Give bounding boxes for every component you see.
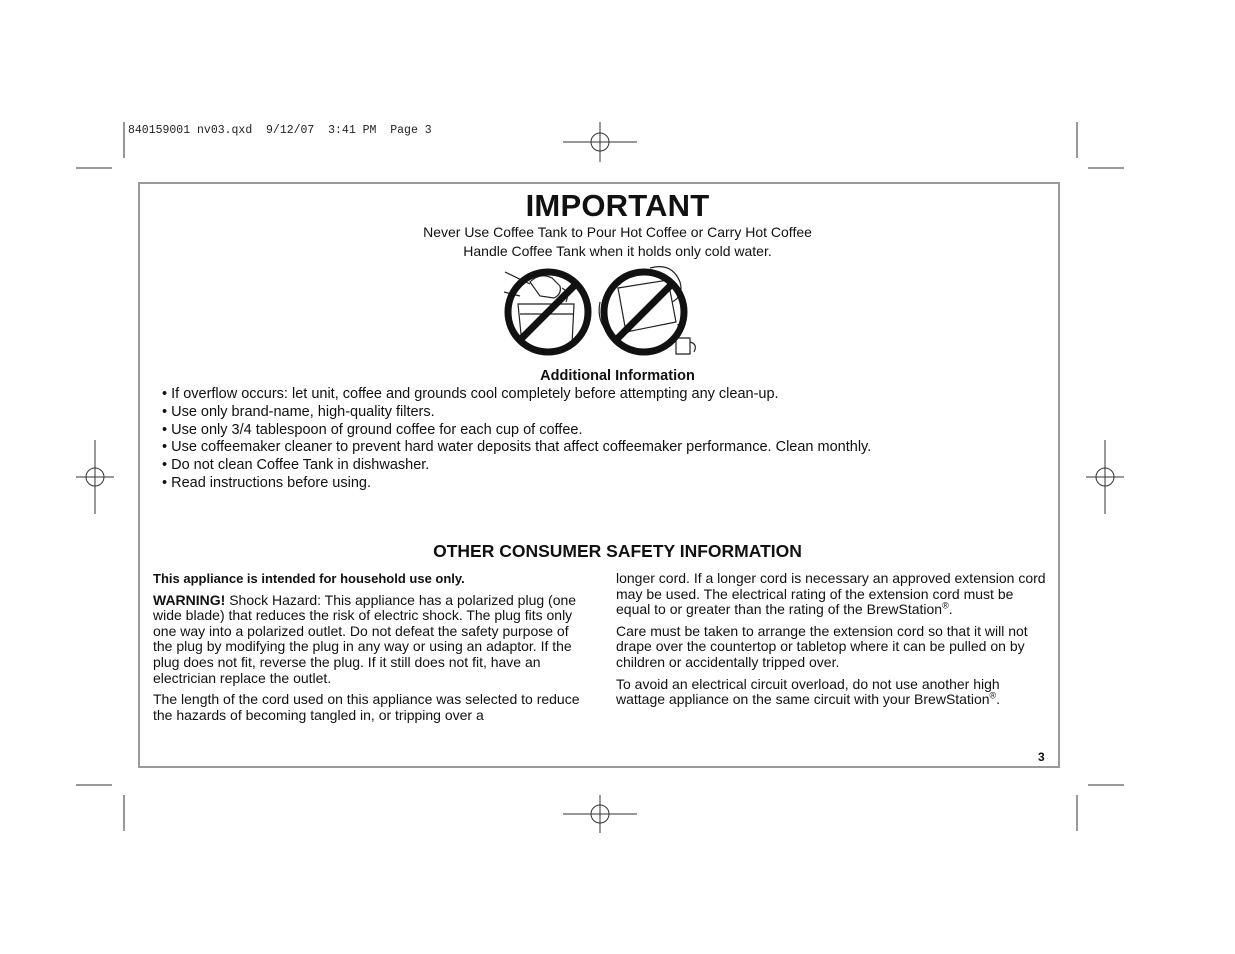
safety-heading: OTHER CONSUMER SAFETY INFORMATION — [433, 541, 802, 561]
list-item: • Use coffeemaker cleaner to prevent hard water deposits that affect coffeemaker performance. Clean monthly. — [162, 439, 871, 457]
list-item: • If overflow occurs: let unit, coffee and grounds cool completely before attempting any clean-up. — [162, 386, 871, 404]
list-item: • Use only brand-name, high-quality filters. — [162, 404, 871, 422]
household-notice: This appliance is intended for household use only. — [153, 571, 465, 586]
cord-paragraph-continued: longer cord. If a longer cord is necessary an approved extension cord may be used. The electrical rating of the extension cord must be equal to or greater than the rating of the BrewStation®. — [616, 570, 1046, 618]
safety-column-right — [616, 571, 1050, 714]
printer-slug: 840159001 nv03.qxd 9/12/07 3:41 PM Page 3 — [128, 124, 432, 137]
registered-mark: ® — [989, 690, 997, 701]
prohibition-illustrations — [500, 262, 706, 362]
no-pour-tank-icon — [599, 267, 695, 354]
warning-paragraph — [153, 593, 585, 687]
warning-text: Shock Hazard: This appliance has a polarized plug (one wide blade) that reduces the risk of electric shock. The plug fits only one way into a polarized outlet. Do not defeat the safety purpose of the plug by modifying the plug in any way or using an adaptor. If the plug does not fit, reverse the plug. If it still does not fit, have an electrician replace the outlet. — [153, 591, 577, 686]
safety-column-left — [153, 571, 585, 729]
registration-mark-left — [76, 440, 114, 514]
list-item: • Read instructions before using. — [162, 475, 871, 493]
page-number: 3 — [1038, 750, 1045, 764]
registration-mark-right — [1086, 440, 1124, 514]
registration-mark-bottom — [563, 795, 637, 833]
important-line-1: Never Use Coffee Tank to Pour Hot Coffee or Carry Hot Coffee — [423, 224, 812, 240]
registered-mark: ® — [942, 600, 949, 611]
additional-info-heading: Additional Information — [540, 368, 695, 384]
important-line-2: Handle Coffee Tank when it holds only cold water. — [463, 243, 772, 259]
cord-paragraph: The length of the cord used on this appliance was selected to reduce the hazards of becoming tangled in, or tripping over a — [153, 691, 580, 723]
list-item: • Use only 3/4 tablespoon of ground coffee for each cup of coffee. — [162, 422, 871, 440]
important-title: IMPORTANT — [525, 188, 710, 223]
care-paragraph: Care must be taken to arrange the extension cord so that it will not drape over the countertop or tabletop where it can be pulled on by children or accidentally tripped over. — [616, 622, 1028, 670]
additional-info-list — [162, 386, 871, 493]
no-carry-tank-icon — [504, 272, 588, 352]
list-item: • Do not clean Coffee Tank in dishwasher. — [162, 457, 871, 475]
overload-paragraph: To avoid an electrical circuit overload, do not use another high wattage appliance on the same circuit with your BrewStation®. — [616, 675, 1001, 708]
warning-label: WARNING! — [153, 591, 226, 608]
registration-mark-top — [563, 122, 637, 162]
